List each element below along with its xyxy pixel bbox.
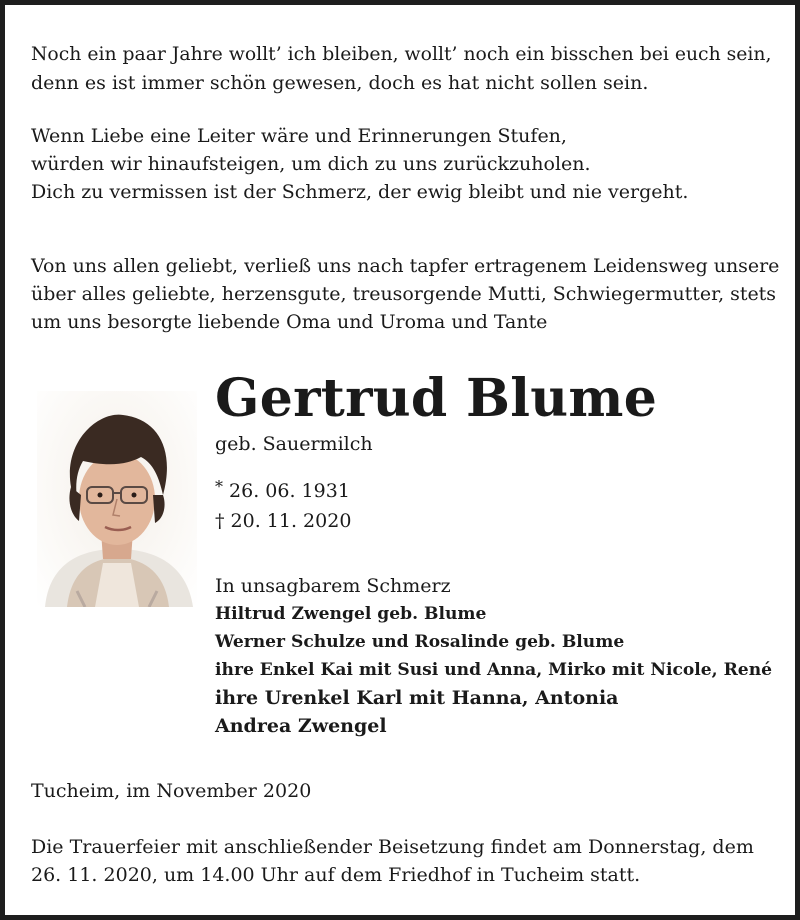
funeral-line: Die Trauerfeier mit anschließender Beisetzung findet am Donnerstag, dem	[31, 836, 754, 858]
mourner-line: Hiltrud Zwengel geb. Blume	[215, 604, 487, 624]
funeral-notice	[31, 833, 754, 889]
intro-paragraph	[31, 252, 780, 336]
death-date-line	[215, 507, 351, 535]
poem-line: würden wir hinaufsteigen, um dich zu uns zurückzuholen.	[31, 153, 591, 175]
birth-date-line	[215, 477, 350, 506]
poem-stanza-2	[31, 122, 688, 206]
mourner-line: ihre Urenkel Karl mit Hanna, Antonia	[215, 687, 619, 709]
mourner-line: ihre Enkel Kai mit Susi und Anna, Mirko mit Nicole, René	[215, 660, 773, 680]
funeral-line: 26. 11. 2020, um 14.00 Uhr auf dem Friedhof in Tucheim statt.	[31, 864, 641, 886]
poem-line: Noch ein paar Jahre wollt’ ich bleiben, wollt’ noch ein bisschen bei euch sein,	[31, 44, 772, 65]
poem-line: Dich zu vermissen ist der Schmerz, der ewig bleibt und nie vergeht.	[31, 181, 689, 203]
mourner-line: Andrea Zwengel	[215, 715, 387, 737]
intro-line: Von uns allen geliebt, verließ uns nach tapfer ertragenem Leidensweg unsere	[31, 255, 780, 277]
born-symbol: *	[215, 477, 223, 496]
mourner-line: Werner Schulze und Rosalinde geb. Blume	[215, 632, 625, 652]
portrait-photo	[37, 391, 197, 607]
death-date: 20. 11. 2020	[230, 510, 352, 532]
intro-line: um uns besorgte liebende Oma und Uroma und Tante	[31, 311, 548, 333]
poem-line: Wenn Liebe eine Leiter wäre und Erinnerungen Stufen,	[31, 125, 567, 147]
died-symbol: †	[215, 510, 225, 532]
intro-line: über alles geliebte, herzensgute, treusorgende Mutti, Schwiegermutter, stets	[31, 283, 777, 305]
mourners-intro: In unsagbarem Schmerz	[215, 575, 451, 597]
birth-date: 26. 06. 1931	[229, 480, 350, 502]
birth-name: geb. Sauermilch	[215, 433, 373, 455]
mourners-list	[215, 600, 772, 740]
place-date: Tucheim, im November 2020	[31, 780, 312, 802]
poem-line: denn es ist immer schön gewesen, doch es hat nicht sollen sein.	[31, 72, 649, 94]
poem-stanza-1	[31, 41, 771, 97]
deceased-name: Gertrud Blume	[215, 368, 658, 429]
